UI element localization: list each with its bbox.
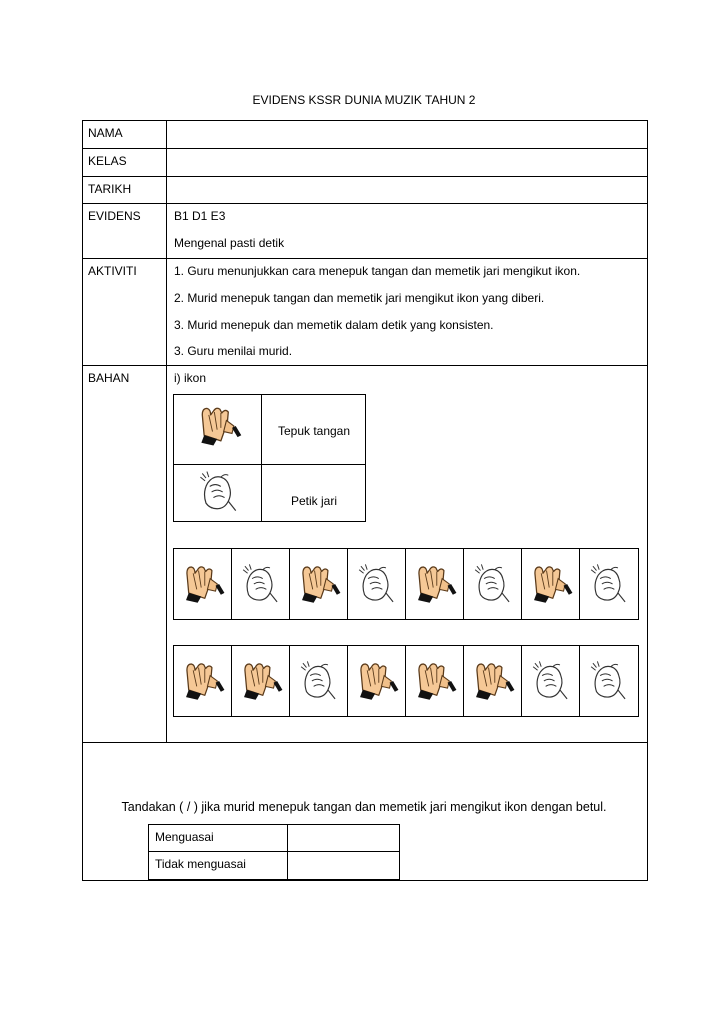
- menguasai-checkbox[interactable]: [288, 825, 399, 851]
- tidak-menguasai-checkbox[interactable]: [288, 852, 399, 879]
- sequence-cell: [464, 646, 522, 716]
- aktiviti-item: 3. Guru menilai murid.: [174, 344, 293, 358]
- clapping-hands-icon: [294, 559, 344, 609]
- sequence-cell: [174, 646, 232, 716]
- aktiviti-item: 1. Guru menunjukkan cara menepuk tangan dan memetik jari mengikut ikon.: [174, 264, 581, 278]
- label-evidens: EVIDENS: [88, 209, 141, 223]
- clapping-hands-icon: [236, 656, 286, 706]
- sequence-cell: [290, 646, 348, 716]
- sequence-cell: [174, 549, 232, 619]
- bahan-item: i) ikon: [174, 371, 207, 385]
- evidens-code: B1 D1 E3: [174, 209, 226, 223]
- sequence-cell: [580, 646, 638, 716]
- finger-snap-icon: [294, 656, 344, 706]
- legend-divider: [173, 464, 366, 465]
- finger-snap-icon: [468, 559, 518, 609]
- nama-field[interactable]: [167, 121, 647, 148]
- sequence-cell: [348, 549, 406, 619]
- evidens-description: Mengenal pasti detik: [174, 236, 285, 250]
- icon-sequence-row-2: [173, 645, 639, 717]
- sequence-cell: [580, 549, 638, 619]
- label-kelas: KELAS: [88, 154, 127, 168]
- clapping-hands-icon: [193, 400, 245, 452]
- instruction-text: Tandakan ( / ) jika murid menepuk tangan dan memetik jari mengikut ikon dengan betul.: [121, 800, 607, 814]
- finger-snap-icon: [584, 656, 634, 706]
- sequence-cell: [290, 549, 348, 619]
- clapping-hands-icon: [410, 656, 460, 706]
- assessment-tidak-menguasai: Tidak menguasai: [155, 857, 246, 871]
- sequence-cell: [232, 549, 290, 619]
- kelas-field[interactable]: [167, 149, 647, 176]
- aktiviti-item: 3. Murid menepuk dan memetik dalam detik yang konsisten.: [174, 318, 494, 332]
- sequence-cell: [232, 646, 290, 716]
- tarikh-field[interactable]: [167, 177, 647, 203]
- assessment-menguasai: Menguasai: [155, 830, 214, 844]
- sequence-cell: [464, 549, 522, 619]
- finger-snap-icon: [352, 559, 402, 609]
- sequence-cell: [348, 646, 406, 716]
- sequence-cell: [522, 549, 580, 619]
- clapping-hands-icon: [352, 656, 402, 706]
- clapping-hands-icon: [468, 656, 518, 706]
- legend-clap-label: Tepuk tangan: [277, 424, 351, 438]
- page-title: EVIDENS KSSR DUNIA MUZIK TAHUN 2: [252, 93, 476, 107]
- finger-snap-icon: [584, 559, 634, 609]
- clapping-hands-icon: [526, 559, 576, 609]
- aktiviti-item: 2. Murid menepuk tangan dan memetik jari mengikut ikon yang diberi.: [174, 291, 545, 305]
- clapping-hands-icon: [178, 559, 228, 609]
- label-nama: NAMA: [88, 126, 123, 140]
- icon-sequence-row-1: [173, 548, 639, 620]
- finger-snap-icon: [526, 656, 576, 706]
- sequence-cell: [406, 646, 464, 716]
- clapping-hands-icon: [410, 559, 460, 609]
- finger-snap-icon: [236, 559, 286, 609]
- label-aktiviti: AKTIVITI: [88, 264, 137, 278]
- sequence-cell: [406, 549, 464, 619]
- label-bahan: BAHAN: [88, 371, 130, 385]
- column-divider: [166, 120, 167, 742]
- label-tarikh: TARIKH: [88, 182, 132, 196]
- finger-snap-icon: [193, 466, 245, 518]
- clapping-hands-icon: [178, 656, 228, 706]
- sequence-cell: [522, 646, 580, 716]
- legend-snap-label: Petik jari: [290, 494, 337, 508]
- row-divider: [82, 742, 648, 743]
